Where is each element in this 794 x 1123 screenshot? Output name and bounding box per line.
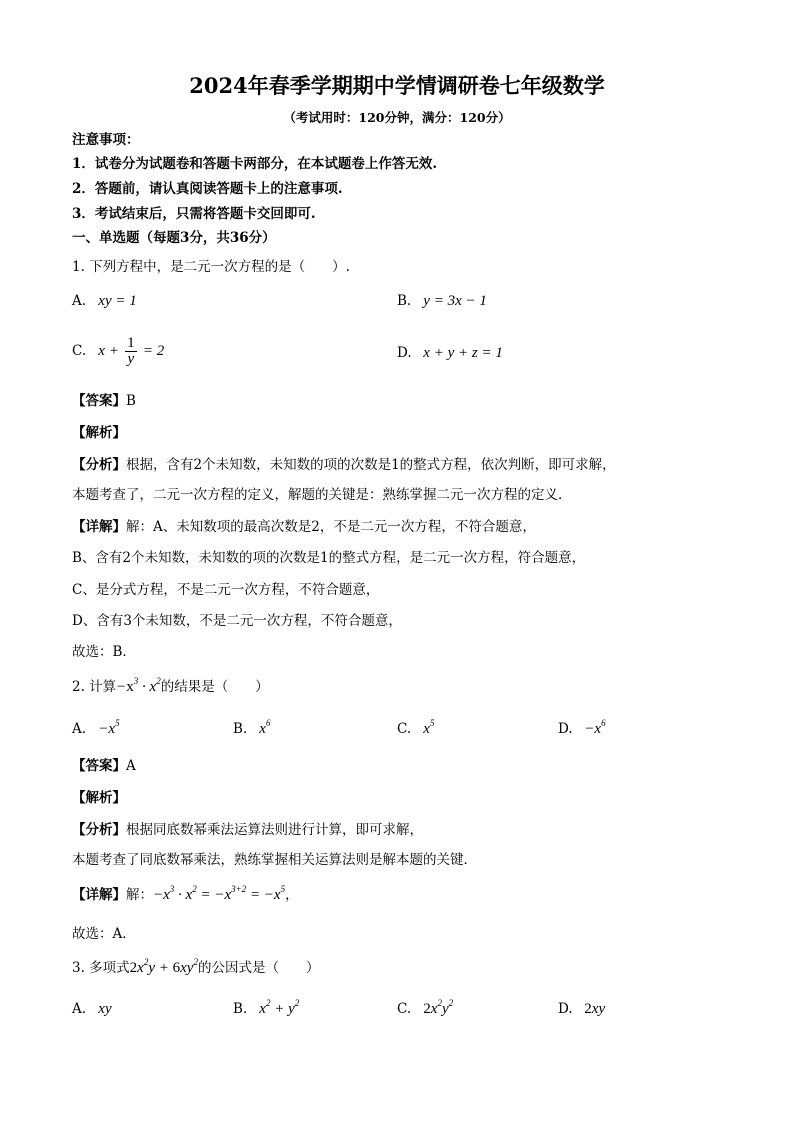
q2-analysis-1-text: 根据同底数幂乘法运算法则进行计算，即可求解， <box>126 822 423 838</box>
q1-analysis-1 <box>72 456 616 474</box>
q2-stem <box>72 678 269 696</box>
page-title: 2024年春季学期期中学情调研卷七年级数学 <box>189 73 605 98</box>
detail-head: 【详解】 <box>72 519 126 535</box>
q3-stem-post: 的公因式是（ ） <box>197 960 320 976</box>
q3-option-d[interactable] <box>558 1000 605 1018</box>
q3-stem-math: $2x^2y + 6xy^2$ <box>129 957 198 976</box>
q1-answer-value: B <box>126 393 136 409</box>
q2-detail-comma: ， <box>285 887 299 903</box>
q3-option-a-math: xy <box>98 1001 112 1017</box>
q2-option-c[interactable] <box>397 720 434 738</box>
q2-option-d-label: D. <box>558 721 573 737</box>
notice-heading: 注意事项： <box>72 132 140 148</box>
analysis-head: 【分析】 <box>72 457 126 473</box>
q1-option-b-math: y = 3x − 1 <box>423 293 487 309</box>
q1-conclusion: 故选：B． <box>72 644 136 660</box>
q1-detail-1 <box>72 518 536 536</box>
q2-analysis-2: 本题考查了同底数幂乘法，熟练掌握相关运算法则是解本题的关键． <box>72 852 477 868</box>
q2-option-b-math: $x^6$ <box>259 718 271 737</box>
q2-stem-post: 的结果是（ ） <box>160 679 269 695</box>
q1-option-c-denominator: y <box>127 351 135 367</box>
q1-analysis-tag: 【解析】 <box>72 425 126 441</box>
q1-option-a[interactable] <box>72 292 137 310</box>
q2-detail <box>72 886 299 904</box>
answer-tag: 【答案】 <box>72 758 126 774</box>
q1-analysis-2: 本题考查了，二元一次方程的定义，解题的关键是：熟练掌握二元一次方程的定义． <box>72 487 572 503</box>
q1-option-b-label: B. <box>397 293 412 309</box>
notice-item-2: 2．答题前，请认真阅读答题卡上的注意事项. <box>72 181 343 197</box>
q2-option-c-math: $x^5$ <box>423 718 435 737</box>
q1-option-c-math-post: = 2 <box>142 343 165 359</box>
q1-option-a-math: xy = 1 <box>98 293 137 309</box>
q2-option-a-label: A. <box>72 721 87 737</box>
q1-detail-4: D、含有3个未知数，不是二元一次方程，不符合题意， <box>72 613 402 629</box>
q1-detail-2: B、含有2个未知数，未知数的项的次数是1的整式方程，是二元一次方程，符合题意， <box>72 550 586 566</box>
q3-option-a-label: A. <box>72 1001 87 1017</box>
q1-option-b[interactable] <box>397 292 487 310</box>
q3-option-d-label: D. <box>558 1001 573 1017</box>
section-heading: 一、单选题（每题3分，共36分） <box>72 230 276 246</box>
q1-stem: 1. 下列方程中，是二元一次方程的是（ ）. <box>72 259 350 275</box>
q2-answer <box>72 757 136 775</box>
q1-option-c-fraction <box>125 336 137 367</box>
q1-option-d-math: x + y + z = 1 <box>423 345 503 361</box>
q2-analysis-tag: 【解析】 <box>72 790 126 806</box>
q3-option-b-label: B. <box>233 1001 248 1017</box>
q3-stem <box>72 959 319 977</box>
q2-analysis-1 <box>72 821 423 839</box>
q3-option-b[interactable] <box>233 1000 299 1018</box>
q1-answer <box>72 392 136 410</box>
q1-option-c-label: C. <box>72 343 87 359</box>
q1-analysis-1-text: 根据，含有2个未知数，未知数的项的次数是1的整式方程，依次判断，即可求解， <box>126 457 616 473</box>
q2-conclusion: 故选：A． <box>72 926 136 942</box>
q1-detail-3: C、是分式方程，不是二元一次方程，不符合题意， <box>72 582 380 598</box>
q1-option-d[interactable] <box>397 344 503 362</box>
page-subtitle: （考试用时：120分钟，满分：120分） <box>283 110 511 125</box>
q2-detail-math: $-x^3 \cdot x^2 = -x^{3+2} = -x^5$ <box>153 884 286 903</box>
q1-option-a-label: A. <box>72 293 87 309</box>
q2-option-a[interactable] <box>72 720 120 738</box>
q2-detail-pre: 解： <box>126 887 153 903</box>
q3-option-b-math: $x^2 + y^2$ <box>259 998 300 1017</box>
q2-option-d[interactable] <box>558 720 606 738</box>
q3-option-c-math: $2x^2y^2$ <box>423 998 454 1017</box>
q3-option-c-label: C. <box>397 1001 412 1017</box>
analysis-head: 【分析】 <box>72 822 126 838</box>
q2-option-b[interactable] <box>233 720 270 738</box>
q3-option-c[interactable] <box>397 1000 453 1018</box>
q3-option-d-math: 2xy <box>584 1001 606 1017</box>
q1-detail-1-text: 解：A、未知数项的最高次数是2，不是二元一次方程，不符合题意， <box>126 519 536 535</box>
q1-option-c-numerator: 1 <box>127 335 135 351</box>
q2-option-a-math: $-x^5$ <box>98 718 120 737</box>
detail-head: 【详解】 <box>72 887 126 903</box>
q2-stem-math: $-x^3 \cdot x^2$ <box>116 676 161 695</box>
q1-option-c[interactable] <box>72 336 164 367</box>
notice-item-3: 3．考试结束后，只需将答题卡交回即可. <box>72 206 316 222</box>
q3-option-a[interactable] <box>72 1000 112 1018</box>
q2-option-c-label: C. <box>397 721 412 737</box>
answer-tag: 【答案】 <box>72 393 126 409</box>
q3-stem-pre: 3. 多项式 <box>72 960 130 976</box>
q2-option-d-math: $-x^6$ <box>584 718 606 737</box>
notice-item-1: 1．试卷分为试题卷和答题卡两部分，在本试题卷上作答无效. <box>72 156 438 172</box>
q1-option-c-math-pre: x + <box>98 343 119 359</box>
q1-option-d-label: D. <box>397 345 412 361</box>
q2-stem-pre: 2. 计算 <box>72 679 117 695</box>
q2-answer-value: A <box>126 758 136 774</box>
q2-option-b-label: B. <box>233 721 248 737</box>
